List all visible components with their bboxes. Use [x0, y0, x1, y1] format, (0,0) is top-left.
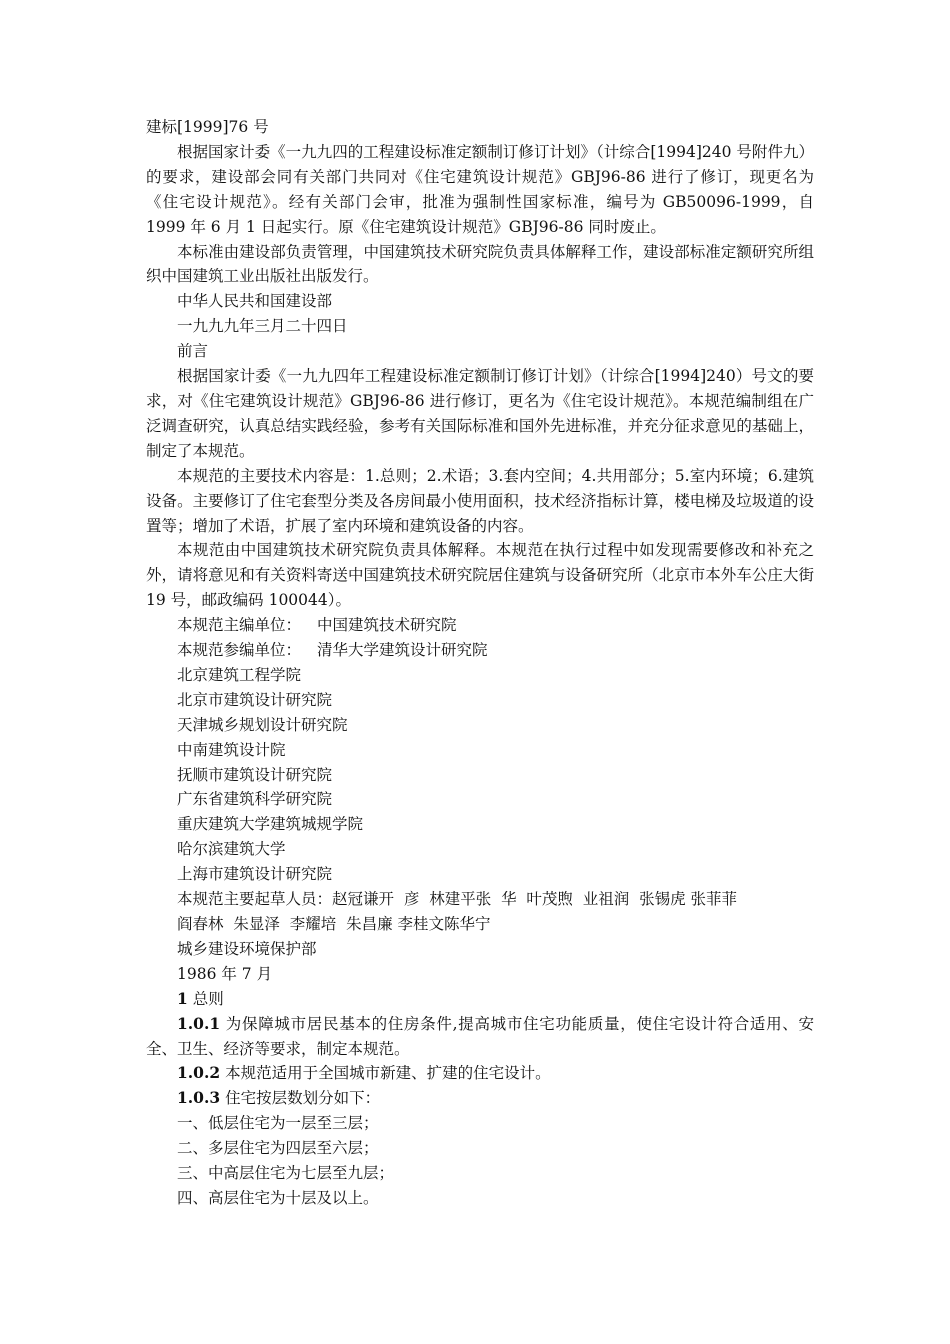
co-editor-unit-item: 重庆建筑大学建筑城规学院	[177, 815, 364, 834]
co-editor-line	[146, 638, 814, 663]
preface-paragraph-3: 本规范由中国建筑技术研究院负责具体解释。本规范在执行过程中如发现需要修改和补充之外，请将意见和有关资料寄送中国建筑技术研究院居住建筑与设备研究所（北京市本外车公庄大街 19 号，邮政编码 100044）。	[146, 541, 819, 610]
document-page	[146, 115, 819, 1211]
co-editor-unit-item: 哈尔滨建筑大学	[177, 840, 286, 859]
co-editor-unit-item: 抚顺市建筑设计研究院	[177, 765, 333, 784]
floor-classification-item: 四、高层住宅为十层及以上。	[177, 1188, 379, 1207]
floor-classification-item: 三、中高层住宅为七层至九层；	[177, 1164, 395, 1183]
clause-text: 住宅按层数划分如下：	[220, 1089, 381, 1108]
preface-paragraph-1: 根据国家计委《一九九四年工程建设标准定额制订修订计划》（计综合[1994]240）号文的要求，对《住宅建筑设计规范》GBJ96-86 进行修订，更名为《住宅设计规范》。本规范编制组在广泛调查研究，认真总结实践经验，参考有关国际标准和国外先进标准，并充分征求意见的基础上，制定了本规范。	[146, 367, 814, 460]
document-reference: 建标[1999]76 号	[146, 118, 269, 136]
drafters-line-2: 阎春林 朱显泽 李耀培 朱昌廉 李桂文陈华宁	[177, 915, 491, 933]
clause-number: 1.0.2	[177, 1063, 221, 1083]
co-editor-unit-item: 上海市建筑设计研究院	[177, 865, 333, 884]
co-editor-unit-item: 北京市建筑设计研究院	[177, 690, 333, 709]
clause-text: 本规范适用于全国城市新建、扩建的住宅设计。	[220, 1064, 551, 1083]
issuer: 中华人民共和国建设部	[177, 292, 333, 311]
chapter-number: 1	[177, 988, 188, 1008]
clause-1-0-3	[146, 1086, 814, 1111]
chief-editor-line	[146, 613, 814, 638]
chief-editor-label: 本规范主编单位：	[177, 616, 302, 635]
clause-number: 1.0.3	[177, 1088, 221, 1108]
clause-number: 1.0.1	[177, 1013, 221, 1033]
co-editor-label: 本规范参编单位：	[177, 641, 302, 660]
floor-classification-item: 二、多层住宅为四层至六层；	[177, 1139, 379, 1158]
announcement-paragraph-2: 本标准由建设部负责管理，中国建筑技术研究院负责具体解释工作，建设部标准定额研究所组织中国建筑工业出版社出版发行。	[146, 242, 814, 286]
co-editor-unit-item: 中南建筑设计院	[177, 740, 286, 759]
announcement-paragraph-1: 根据国家计委《一九九四的工程建设标准定额制订修订计划》（计综合[1994]240 号附件九）的要求，建设部会同有关部门共同对《住宅建筑设计规范》GBJ96-86 进行了修订，现更名为《住宅设计规范》。经有关部门会审，批准为强制性国家标准，编号为 GB50096-1999，自 1999 年 6 月 1 日起实行。原《住宅建筑设计规范》GBJ96-86 同时废止。	[146, 142, 819, 236]
floor-classification-item: 一、低层住宅为一层至三层；	[177, 1114, 379, 1133]
clause-text: 为保障城市居民基本的住房条件,提高城市住宅功能质量，使住宅设计符合适用、安全、卫生、经济等要求，制定本规范。	[146, 1014, 814, 1058]
co-editor-unit-item: 北京建筑工程学院	[177, 665, 302, 684]
co-editor-unit-item: 天津城乡规划设计研究院	[177, 715, 348, 734]
drafters-line-1: 本规范主要起草人员：赵冠谦开 彦 林建平张 华 叶茂煦 业祖润 张锡虎 张菲菲	[177, 890, 738, 909]
co-editor-unit: 清华大学建筑设计研究院	[317, 641, 488, 660]
co-editor-unit-item: 广东省建筑科学研究院	[177, 790, 333, 809]
old-issue-date: 1986 年 7 月	[177, 964, 273, 983]
preface-title: 前言	[177, 342, 209, 361]
chapter-1-heading	[146, 987, 814, 1012]
clause-1-0-1	[146, 1012, 814, 1062]
chief-editor-unit: 中国建筑技术研究院	[317, 616, 457, 635]
clause-1-0-2	[146, 1061, 814, 1086]
issue-date: 一九九九年三月二十四日	[177, 317, 348, 336]
preface-paragraph-2: 本规范的主要技术内容是：1.总则；2.术语；3.套内空间；4.共用部分；5.室内环境；6.建筑设备。主要修订了住宅套型分类及各房间最小使用面积，技术经济指标计算，楼电梯及垃圾道的设置等；增加了术语，扩展了室内环境和建筑设备的内容。	[146, 466, 814, 535]
chapter-title: 总则	[187, 989, 224, 1008]
old-issuer: 城乡建设环境保护部	[177, 939, 317, 958]
